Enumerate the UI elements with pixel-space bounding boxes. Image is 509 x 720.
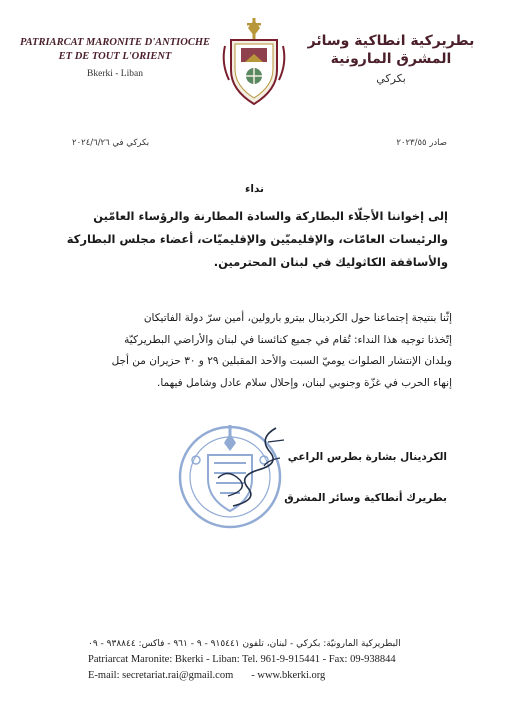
letter-date: بكركي في ٢٠٢٤/٦/٢٦ <box>72 138 150 148</box>
footer-contact: Patriarcat Maronite: Bkerki - Liban: Tel. 961-9-915441 - Fax: 09-938844 <box>88 654 396 665</box>
header-french <box>20 36 210 81</box>
letter-issue-number: صادر ٢٠٢٣/٥٥ <box>396 138 447 148</box>
address-line-2: والرئيسات العامّات، والإقليميّين والإقليميّات، أعضاء مجلس البطاركة <box>66 232 448 246</box>
footer-website: - www.bkerki.org <box>251 670 326 681</box>
signatory-role: بطريرك أنطاكية وسائر المشرق <box>284 492 447 504</box>
body-line-1: إثّنا بنتيجة إجتماعنا حول الكردينال بيترو بارولين، أمين سرّ دولة الفاتيكان <box>143 312 452 324</box>
header-french-line2: ET DE TOUT L'ORIENT <box>58 51 172 62</box>
body-line-2: إتّخذنا توجيه هذا النداء: تُقام في جميع كنائسنا في لبنان والأراضي البطريركيّة <box>124 333 452 346</box>
signature-block <box>207 437 447 519</box>
header-french-sub: Bkerki - Liban <box>87 69 143 79</box>
letter-body <box>40 308 452 394</box>
body-line-4: إنهاء الحرب في غزّة وجنوبي لبنان، وإحلال سلام عادل وشامل فيهما. <box>157 376 452 389</box>
body-line-3: وبلدان الإنتشار الصلوات يوميّ السبت والأحد المقبلين ٢٩ و ٣٠ حزيران من أجل <box>111 355 452 367</box>
address-line-1: إلى إخواننا الأجلّاء البطاركة والسادة المطارنة والرؤساء العامّين <box>93 209 448 223</box>
header-arabic-line1: بطريركية انطاكية وسائر المشرق المارونية <box>307 33 475 67</box>
header-arabic-sub: بكركي <box>376 72 406 85</box>
letter-footer <box>88 636 428 684</box>
header-french-line1: PATRIARCAT MARONITE D'ANTIOCHE <box>20 37 211 48</box>
footer-email-web <box>88 668 428 684</box>
address-line-3: والأساقفة الكاثوليك في لبنان المحترمين. <box>213 255 448 269</box>
letter-title: نداء <box>245 183 264 195</box>
letter-address <box>58 205 448 274</box>
signatory-name: الكردينال بشارة بطرس الراعي <box>287 451 447 463</box>
footer-email: E-mail: secretariat.rai@gmail.com <box>88 670 234 681</box>
footer-arabic: البطريركية المارونيّة: بكركي - لبنان، تلفون ٩١٥٤٤١ - ٩ - ٩٦١ - فاكس: ٩٣٨٨٤٤ - ٠٩ <box>88 639 401 649</box>
patriarchal-crest-icon <box>219 18 289 108</box>
header-arabic <box>291 32 491 88</box>
